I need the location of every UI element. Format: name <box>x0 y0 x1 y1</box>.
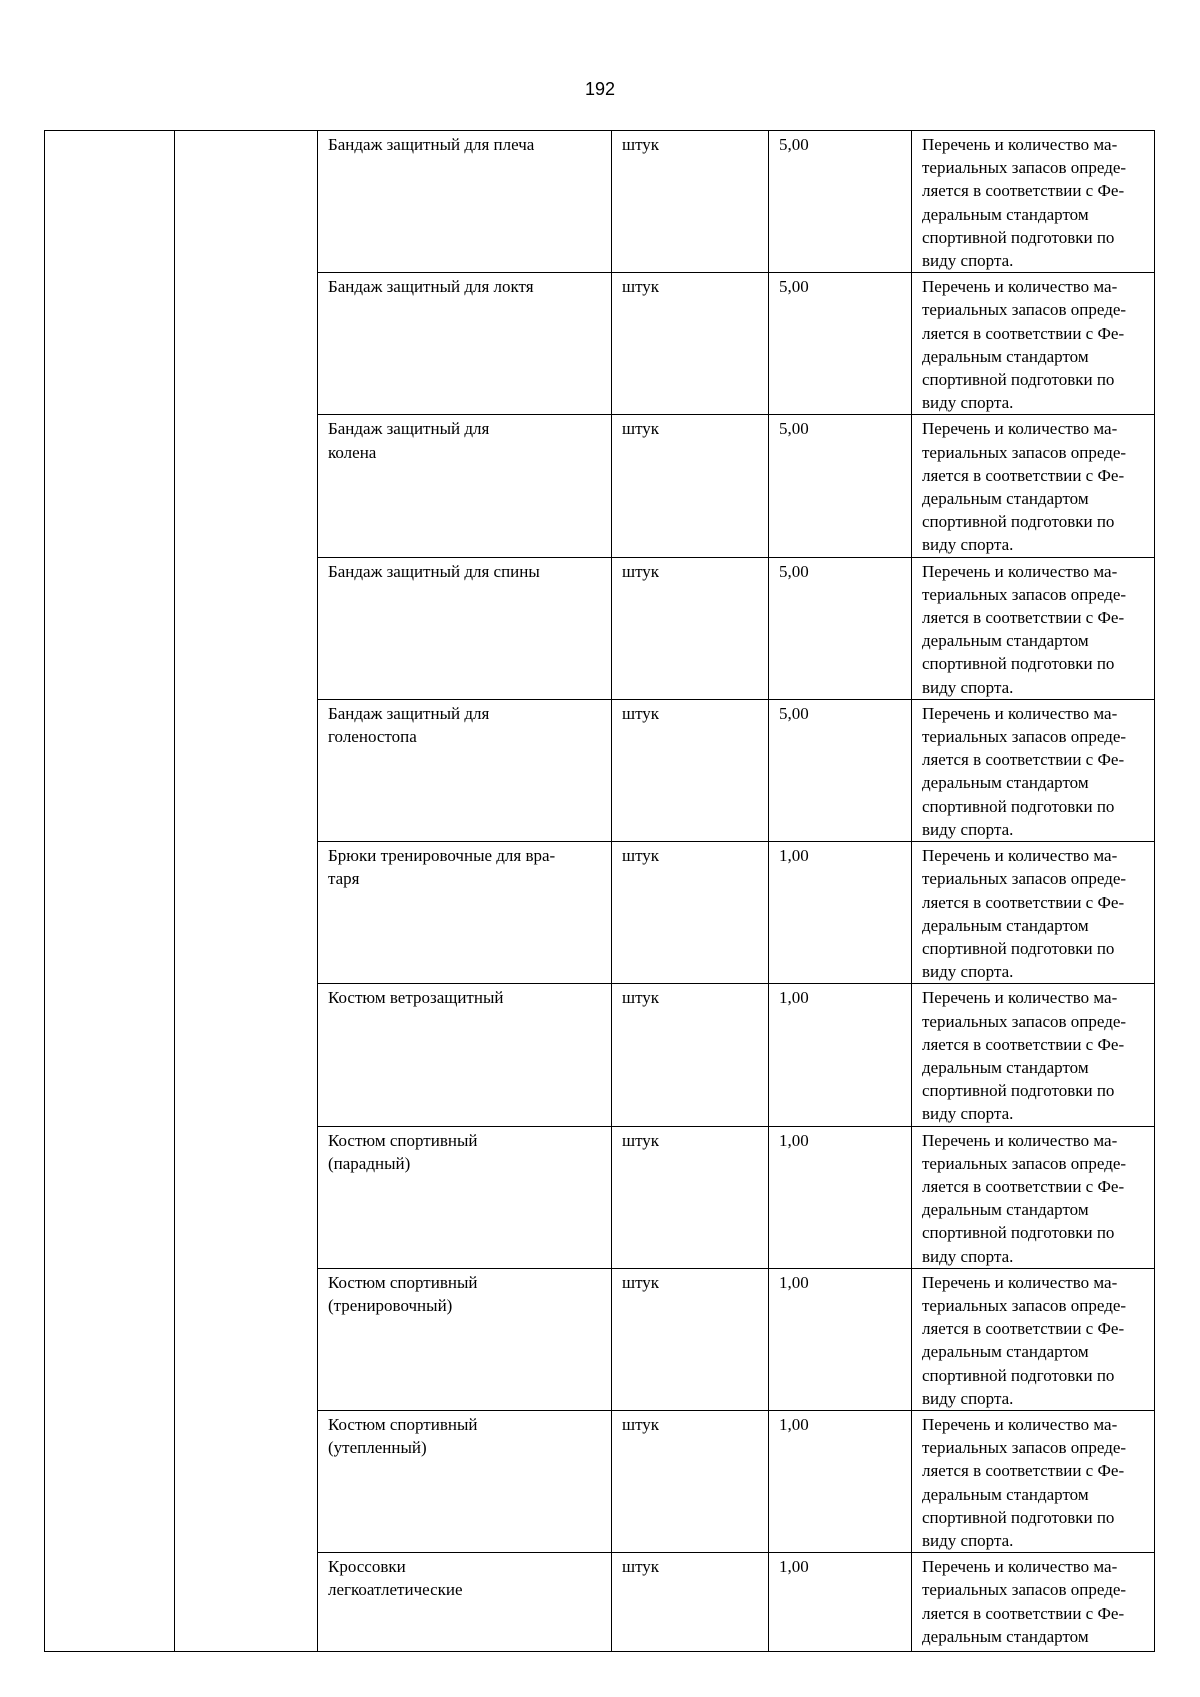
materials-table <box>44 130 1155 1652</box>
item-name-cell <box>318 1410 612 1552</box>
unit-cell <box>612 131 769 273</box>
unit-cell <box>612 984 769 1126</box>
unit-cell-text: штук <box>622 846 660 866</box>
note-cell <box>912 557 1155 699</box>
note-cell-text: Перечень и количество ма- териальных запасов опреде- ляется в соответствии с Фе- деральным стандартом спортивной подготовки по виду спорта. <box>922 135 1127 271</box>
unit-cell <box>612 1126 769 1268</box>
merged-empty-cell-2 <box>175 131 318 1652</box>
quantity-cell <box>769 1553 912 1652</box>
item-name-cell-text: Костюм спортивный (парадный) <box>328 1130 478 1173</box>
quantity-cell <box>769 699 912 841</box>
unit-cell <box>612 557 769 699</box>
item-name-cell-text: Бандаж защитный для голеностопа <box>328 703 490 747</box>
item-name-cell <box>318 1268 612 1410</box>
item-name-cell-text: Бандаж защитный для спины <box>328 561 540 581</box>
quantity-cell <box>769 273 912 415</box>
note-cell-text: Перечень и количество ма- териальных запасов опреде- ляется в соответствии с Фе- деральным стандартом спортивной подготовки по виду спорта. <box>922 1130 1127 1266</box>
note-cell <box>912 1553 1155 1652</box>
item-name-cell <box>318 273 612 415</box>
quantity-cell-text: 1,00 <box>779 1557 809 1577</box>
note-cell-text: Перечень и количество ма- териальных запасов опреде- ляется в соответствии с Фе- деральным стандартом спортивной подготовки по виду спорта. <box>922 846 1127 982</box>
note-cell <box>912 273 1155 415</box>
item-name-cell <box>318 131 612 273</box>
note-cell <box>912 984 1155 1126</box>
quantity-cell-text: 5,00 <box>779 419 809 439</box>
quantity-cell-text: 1,00 <box>779 988 809 1008</box>
note-cell-text: Перечень и количество ма- териальных запасов опреде- ляется в соответствии с Фе- деральным стандартом спортивной подготовки по виду спорта. <box>922 277 1127 413</box>
quantity-cell-text: 5,00 <box>779 703 809 723</box>
note-cell-text: Перечень и количество ма- териальных запасов опреде- ляется в соответствии с Фе- деральным стандартом спортивной подготовки по виду спорта. <box>922 1272 1127 1408</box>
note-cell <box>912 842 1155 984</box>
note-cell <box>912 415 1155 557</box>
quantity-cell <box>769 1268 912 1410</box>
note-cell-text: Перечень и количество ма- териальных запасов опреде- ляется в соответствии с Фе- деральным стандартом <box>922 1557 1127 1646</box>
unit-cell-text: штук <box>622 1414 660 1434</box>
note-cell-text: Перечень и количество ма- териальных запасов опреде- ляется в соответствии с Фе- деральным стандартом спортивной подготовки по виду спорта. <box>922 703 1127 839</box>
note-cell-text: Перечень и количество ма- териальных запасов опреде- ляется в соответствии с Фе- деральным стандартом спортивной подготовки по виду спорта. <box>922 419 1127 555</box>
quantity-cell <box>769 1126 912 1268</box>
merged-empty-cell-1 <box>45 131 175 1652</box>
note-cell-text: Перечень и количество ма- териальных запасов опреде- ляется в соответствии с Фе- деральным стандартом спортивной подготовки по виду спорта. <box>922 561 1127 697</box>
unit-cell <box>612 1268 769 1410</box>
unit-cell-text: штук <box>622 135 660 154</box>
item-name-cell-text: Брюки тренировочные для вра- таря <box>328 846 556 889</box>
quantity-cell <box>769 131 912 273</box>
item-name-cell <box>318 415 612 557</box>
quantity-cell-text: 1,00 <box>779 1272 809 1292</box>
item-name-cell <box>318 842 612 984</box>
quantity-cell-text: 1,00 <box>779 1130 809 1150</box>
note-cell-text: Перечень и количество ма- териальных запасов опреде- ляется в соответствии с Фе- деральным стандартом спортивной подготовки по виду спорта. <box>922 988 1127 1124</box>
note-cell <box>912 131 1155 273</box>
quantity-cell-text: 5,00 <box>779 277 809 297</box>
quantity-cell <box>769 984 912 1126</box>
page-number: 192 <box>584 79 616 99</box>
unit-cell-text: штук <box>622 561 660 581</box>
quantity-cell <box>769 842 912 984</box>
unit-cell <box>612 1553 769 1652</box>
item-name-cell-text: Бандаж защитный для локтя <box>328 277 534 297</box>
unit-cell <box>612 273 769 415</box>
item-name-cell-text: Кроссовки легкоатлетические <box>328 1557 463 1600</box>
quantity-cell-text: 1,00 <box>779 846 809 866</box>
unit-cell-text: штук <box>622 1130 660 1150</box>
note-cell <box>912 1268 1155 1410</box>
note-cell <box>912 1410 1155 1552</box>
unit-cell <box>612 1410 769 1552</box>
unit-cell-text: штук <box>622 419 660 439</box>
item-name-cell-text: Бандаж защитный для плеча <box>328 135 535 154</box>
item-name-cell <box>318 557 612 699</box>
quantity-cell-text: 5,00 <box>779 135 809 154</box>
unit-cell <box>612 842 769 984</box>
note-cell <box>912 699 1155 841</box>
item-name-cell-text: Костюм спортивный (тренировочный) <box>328 1272 478 1315</box>
unit-cell <box>612 415 769 557</box>
quantity-cell-text: 5,00 <box>779 561 809 581</box>
unit-cell-text: штук <box>622 703 660 723</box>
item-name-cell <box>318 1126 612 1268</box>
unit-cell-text: штук <box>622 277 660 297</box>
table-row <box>45 131 1155 273</box>
quantity-cell <box>769 1410 912 1552</box>
item-name-cell <box>318 1553 612 1652</box>
item-name-cell <box>318 699 612 841</box>
quantity-cell <box>769 557 912 699</box>
unit-cell-text: штук <box>622 1272 660 1292</box>
item-name-cell-text: Костюм ветрозащитный <box>328 988 504 1008</box>
unit-cell-text: штук <box>622 988 660 1008</box>
note-cell <box>912 1126 1155 1268</box>
quantity-cell-text: 1,00 <box>779 1414 809 1434</box>
unit-cell-text: штук <box>622 1557 660 1577</box>
quantity-cell <box>769 415 912 557</box>
item-name-cell-text: Бандаж защитный для колена <box>328 419 490 462</box>
unit-cell <box>612 699 769 841</box>
item-name-cell-text: Костюм спортивный (утепленный) <box>328 1414 478 1458</box>
materials-table-body <box>45 131 1155 1652</box>
note-cell-text: Перечень и количество ма- териальных запасов опреде- ляется в соответствии с Фе- деральным стандартом спортивной подготовки по виду спорта. <box>922 1414 1127 1550</box>
item-name-cell <box>318 984 612 1126</box>
